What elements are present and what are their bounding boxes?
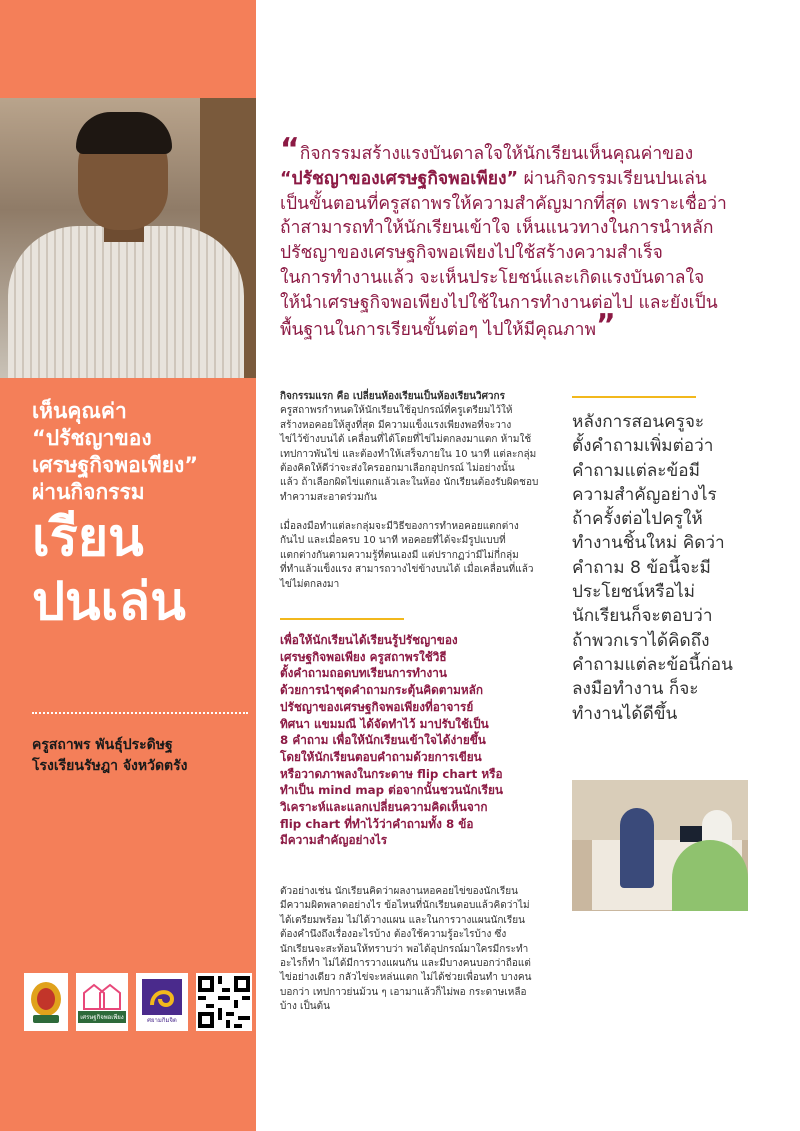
side-line: ทำงานได้ดีขึ้น (572, 703, 678, 724)
highlight-paragraph (280, 632, 552, 849)
side-line: ถ้าครั้งต่อไปครูให้ (572, 509, 703, 530)
body-paragraph-3 (280, 885, 548, 1015)
side-line: ความสำคัญอย่างไร (572, 484, 717, 505)
paragraph-1-lead: กิจกรรมแรก คือ เปลี่ยนห้องเรียนเป็นห้องเรียนวิศวกร (280, 391, 505, 402)
qr-code[interactable] (196, 973, 252, 1031)
paragraph-line: บ้าง เป็นต้น (280, 1001, 330, 1013)
heading-line-4: ผ่านกิจกรรม (32, 480, 145, 504)
highlight-line: หรือวาดภาพลงในกระดาษ flip chart หรือ (280, 766, 503, 781)
side-line: ทำงานชิ้นใหม่ คิดว่า (572, 533, 725, 554)
emblem-icon (27, 977, 65, 1027)
paragraph-line: สร้างหอคอยให้สูงที่สุด มีความแข็งแรงเพียงพอที่จะวาง (280, 419, 512, 431)
side-line: นักเรียนก็จะตอบว่า (572, 606, 713, 627)
article-heading (32, 398, 247, 634)
highlight-line: เศรษฐกิจพอเพียง ครูสถาพรใช้วิธี (280, 649, 447, 664)
swirl-icon (142, 979, 182, 1015)
houses-icon (80, 981, 124, 1011)
quote-bold-term: “ปรัชญาของเศรษฐกิจพอเพียง” (280, 168, 519, 189)
heading-line-3: เศรษฐกิจพอเพียง” (32, 453, 199, 477)
highlight-line: วิเคราะห์และแลกเปลี่ยนความคิดเห็นจาก (280, 800, 488, 815)
highlight-line: โดยให้นักเรียนตอบคำถามด้วยการเขียน (280, 749, 482, 764)
sufficiency-economy-logo (76, 973, 128, 1031)
side-line: คำถาม 8 ข้อนี้จะมี (572, 557, 711, 578)
side-line: ตั้งคำถามเพิ่มต่อว่า (572, 436, 714, 457)
quote-line-6: ในการทำงานแล้ว จะเห็นประโยชน์และเกิดแรงบันดาลใจ (280, 267, 705, 288)
author-name: ครูสถาพร พันธุ์ประดิษฐ (32, 737, 173, 753)
photo-hair (76, 112, 172, 154)
logo-row (24, 973, 252, 1031)
highlight-line: ด้วยการนำชุดคำถามกระตุ้นคิดตามหลัก (280, 683, 484, 698)
dotted-divider (32, 712, 248, 714)
paragraph-line: นักเรียนจะสะท้อนให้ทราบว่า พอได้อุปกรณ์มาใครมีกระทำ (280, 943, 529, 955)
author-school: โรงเรียนรัษฎา จังหวัดตรัง (32, 758, 188, 774)
highlight-line: 8 คำถาม เพื่อให้นักเรียนเข้าใจได้ง่ายขึ้น (280, 733, 486, 748)
quote-line-7: ให้นำเศรษฐกิจพอเพียงไปใช้ในการทำงานต่อไป และยังเป็น (280, 292, 718, 313)
highlight-line: ทิศนา แขมมณี ได้จัดทำไว้ มาปรับใช้เป็น (280, 716, 489, 731)
paragraph-line: ต้องคำนึงถึงเรื่องอะไรบ้าง ต้องใช้ความรู้อะไรบ้าง ซึ่ง (280, 929, 507, 941)
body-paragraph-1 (280, 390, 548, 505)
highlight-line: ทำเป็น mind map ต่อจากนั้นชวนนักเรียน (280, 783, 503, 798)
qr-code-icon (198, 976, 250, 1028)
paragraph-line: กันไป และเมื่อครบ 10 นาที หอคอยที่ได้จะมีรูปแบบที่ (280, 535, 506, 547)
side-line: ถ้าพวกเราได้คิดถึง (572, 630, 710, 651)
photo2-person-teacher (620, 808, 654, 888)
paragraph-line: แตกต่างกันตามความรู้ที่ตนเองมี แต่ปรากฏว่ามีไม่กี่กลุ่ม (280, 549, 519, 561)
quote-open-mark: “ (280, 132, 300, 167)
paragraph-line: ไข่อย่างเดียว กลัวไข่จะหล่นแตก ไม่ได้ช่วยเพื่อนทำ บางคน (280, 972, 532, 984)
paragraph-line: เทปกาวพันไข่ และต้องทำให้เสร็จภายใน 10 นาที แต่ละกลุ่ม (280, 448, 537, 460)
paragraph-line: แล้ว ถ้าเลือกผิดไข่แตกแล้วเละในห้อง นักเรียนต้องรับผิดชอบ (280, 477, 539, 489)
yellow-divider-left (280, 618, 404, 620)
highlight-line: เพื่อให้นักเรียนได้เรียนรู้ปรัชญาของ (280, 633, 458, 647)
highlight-line: ตั้งคำถามถอดบทเรียนการทำงาน (280, 666, 447, 681)
quote-close-mark: ” (596, 307, 616, 343)
heading-line-2: “ปรัชญาของ (32, 426, 152, 450)
paragraph-line: ต้องคิดให้ดีว่าจะส่งใครออกมาเลือกอุปกรณ์ ไม่อย่างนั้น (280, 463, 515, 475)
side-line: คำถามแต่ละข้อนี้ก่อน (572, 654, 733, 675)
paragraph-line: ตัวอย่างเช่น นักเรียนคิดว่าผลงานหอคอยไข่ของนักเรียน (280, 886, 518, 897)
highlight-line: flip chart ที่ทำไว้ว่าคำถามทั้ง 8 ข้อ (280, 816, 474, 831)
sufficiency-logo-text: เศรษฐกิจพอเพียง (78, 1011, 126, 1023)
paragraph-line: ทำความสะอาดร่วมกัน (280, 491, 377, 503)
highlight-line: มีความสำคัญอย่างไร (280, 833, 388, 848)
heading-line-1: เห็นคุณค่า (32, 399, 127, 423)
body-paragraph-2 (280, 520, 548, 592)
side-column-text (572, 410, 782, 726)
left-orange-column (0, 0, 256, 1131)
paragraph-line: ที่ทำแล้วแข็งแรง สามารถวางไข่ข้างบนได้ เมื่อเคลื่อนที่แล้ว (280, 564, 534, 576)
paragraph-line: อะไรก็ทำ ไม่ได้มีการวางแผนกัน และมีบางคนบอกว่าถือแต่ (280, 958, 531, 970)
quote-line-5: ปรัชญาของเศรษฐกิจพอเพียงไปใช้สร้างความสำเร็จ (280, 243, 663, 264)
side-line: คำถามแต่ละข้อมี (572, 460, 700, 481)
paragraph-line: เมื่อลงมือทำแต่ละกลุ่มจะมีวิธีของการทำหอคอยแตกต่าง (280, 521, 519, 532)
teacher-portrait-photo (0, 98, 256, 378)
photo-shirt (8, 226, 244, 378)
paragraph-line: ครูสถาพรกำหนดให้นักเรียนใช้อุปกรณ์ที่ครูเตรียมไว้ให้ (280, 405, 513, 417)
paragraph-line: มีความผิดพลาดอย่างไร ข้อไหนที่นักเรียนตอบแล้วคิดว่าไม่ (280, 900, 530, 912)
author-credit (32, 735, 247, 777)
photo2-laptop (680, 826, 704, 842)
foundation-logo-text: ศยามกิมจิต (147, 1017, 177, 1024)
paragraph-line: ไข่ไว้ข้างบนได้ เคลื่อนที่ได้โดยที่ไข่ไม่ตกลงมาแตก ห้ามใช้ (280, 434, 532, 446)
side-line: ลงมือทำงาน ก็จะ (572, 679, 699, 700)
ministry-emblem-logo (24, 973, 68, 1031)
side-line: ประโยชน์หรือไม่ (572, 582, 695, 603)
side-line: หลังการสอนครูจะ (572, 412, 705, 432)
heading-big-1: เรียน (32, 508, 144, 568)
quote-line-8: พื้นฐานในการเรียนขั้นต่อๆ ไปให้มีคุณภาพ (280, 319, 596, 340)
paragraph-line: บอกว่า เทปกาวย่นม้วน ๆ เอามาแล้วก็ไม่พอ กระดาษเหลือ (280, 986, 527, 998)
heading-big-2: ปนเล่น (32, 572, 186, 632)
classroom-activity-photo (572, 780, 748, 911)
quote-line-3: เป็นขั้นตอนที่ครูสถาพรให้ความสำคัญมากที่สุด เพราะเชื่อว่า (280, 193, 727, 214)
photo2-person-front (672, 840, 748, 911)
quote-line-1: กิจกรรมสร้างแรงบันดาลใจให้นักเรียนเห็นคุณค่าของ (299, 144, 694, 164)
yellow-divider-right (572, 396, 696, 398)
highlight-line: ปรัชญาของเศรษฐกิจพอเพียงที่อาจารย์ (280, 699, 474, 714)
pull-quote (280, 132, 780, 343)
paragraph-line: ไข่ไม่ตกลงมา (280, 578, 340, 590)
quote-line-4: ถ้าสามารถทำให้นักเรียนเข้าใจ เห็นแนวทางในการนำหลัก (280, 218, 714, 239)
quote-line-2: ผ่านกิจกรรมเรียนปนเล่น (518, 168, 707, 189)
foundation-logo (136, 973, 188, 1031)
paragraph-line: ได้เตรียมพร้อม ไม่ได้วางแผน และในการวางแผนนักเรียน (280, 914, 525, 926)
